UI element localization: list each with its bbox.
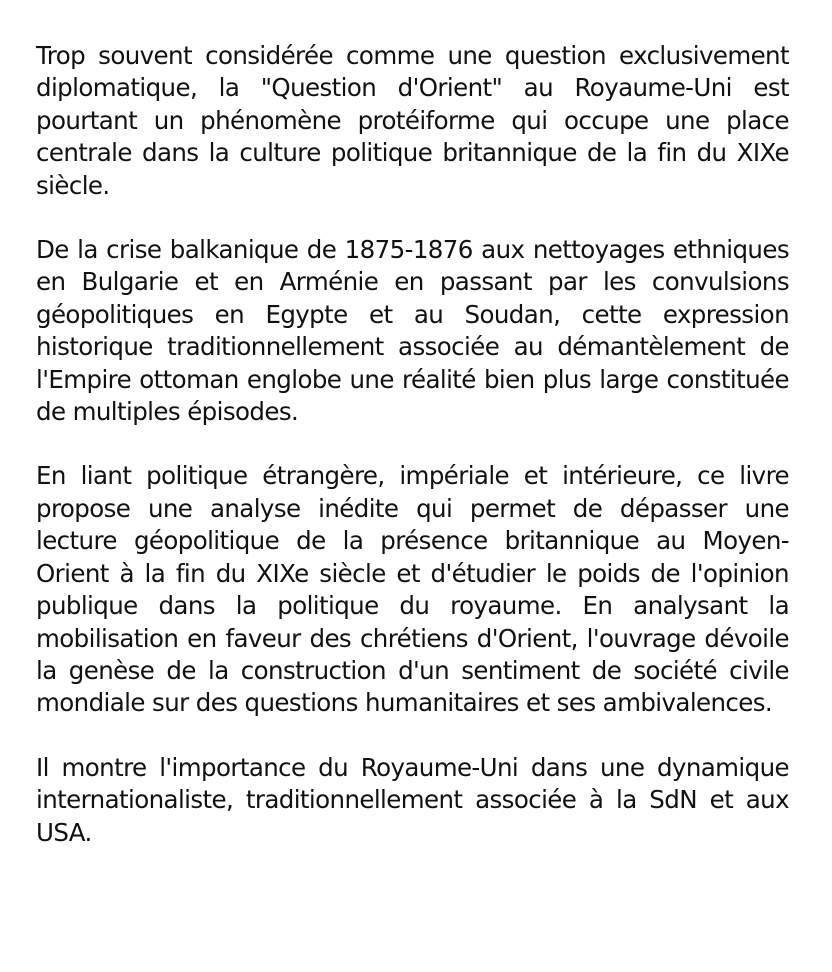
- book-description: [36, 40, 789, 849]
- paragraph-context: De la crise balkanique de 1875-1876 aux nettoyages ethniques en Bulgarie et en Arménie en passant par les convulsions géopolitiques en Egypte et au Soudan, cette expression historique traditionnellement associée au démantèlement de l'Empire ottoman englobe une réalité bien plus large constituée de multiples épisodes.: [36, 235, 789, 427]
- paragraph-intro: Trop souvent considérée comme une question exclusivement diplomatique, la "Question d'Orient" au Royaume-Uni est pourtant un phénomène protéiforme qui occupe une place centrale dans la culture politique britannique de la fin du XIXe siècle.: [36, 41, 789, 200]
- paragraph-analysis: En liant politique étrangère, impériale et intérieure, ce livre propose une analyse inédite qui permet de dépasser une lecture géopolitique de la présence britannique au Moyen-Orient à la fin du XIXe siècle et d'étudier le poids de l'opinion publique dans la politique du royaume. En analysant la mobilisation en faveur des chrétiens d'Orient, l'ouvrage dévoile la genèse de la construction d'un sentiment de société civile mondiale sur des questions humanitaires et ses ambivalences.: [36, 461, 789, 718]
- paragraph-conclusion: Il montre l'importance du Royaume-Uni dans une dynamique internationaliste, traditionnellement associée à la SdN et aux USA.: [36, 752, 789, 847]
